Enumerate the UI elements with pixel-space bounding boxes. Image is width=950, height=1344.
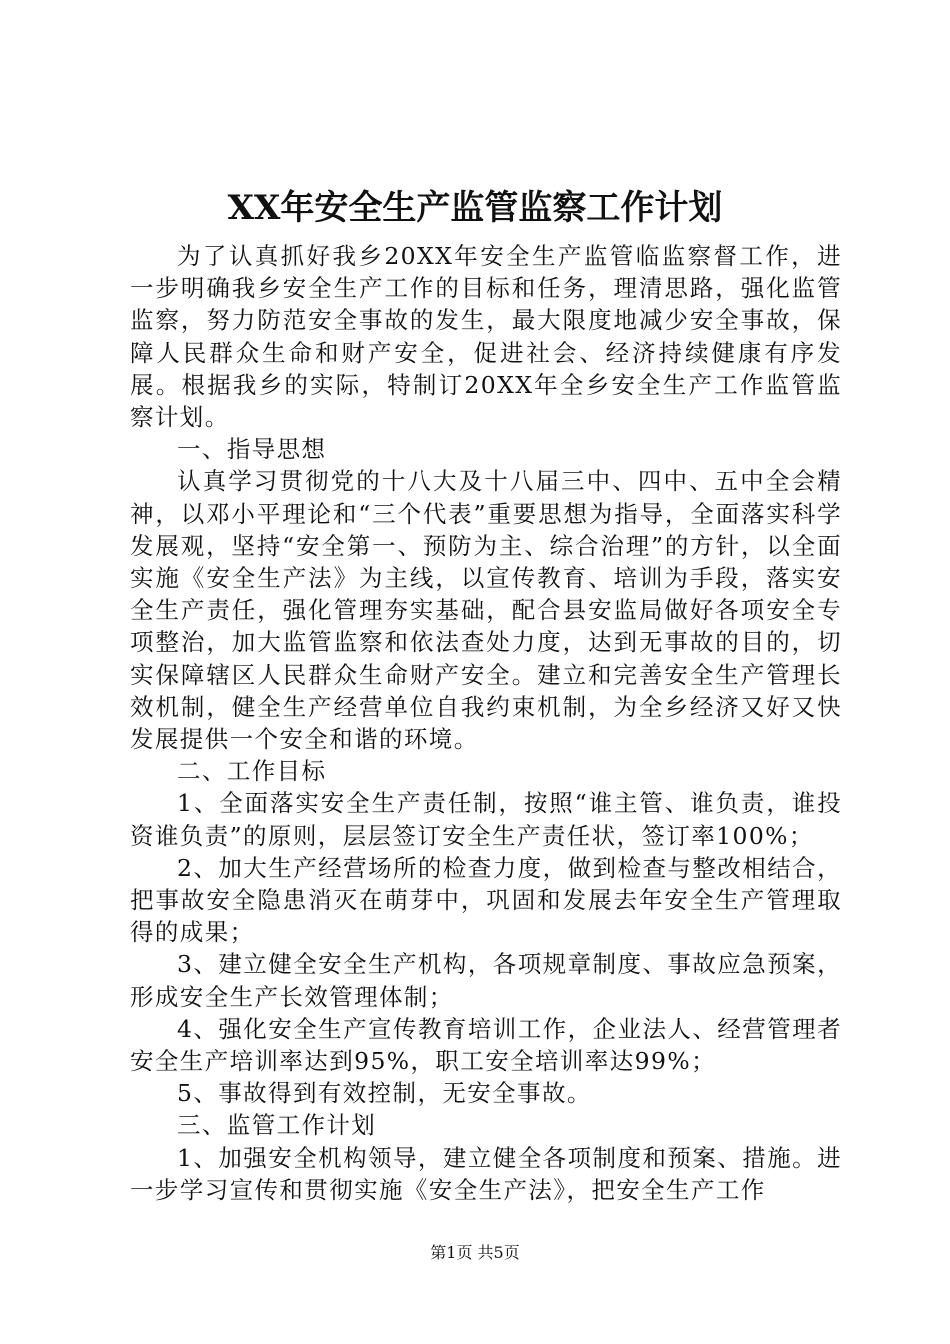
- plan-item-1: 1、加强安全机构领导，建立健全各项制度和预案、措施。进一步学习宣传和贯彻实施《安全生产法》，把安全生产工作: [130, 1143, 842, 1204]
- page-footer: 第1页 共5页: [430, 1243, 520, 1262]
- goal-item-3: 3、建立健全安全生产机构，各项规章制度、事故应急预案，形成安全生产长效管理体制；: [130, 950, 842, 1011]
- document-title: XX年安全生产监管监察工作计划: [227, 188, 723, 228]
- goal-item-2: 2、加大生产经营场所的检查力度，做到检查与整改相结合，把事故安全隐患消灭在萌芽中，巩固和发展去年安全生产管理取得的成果；: [130, 853, 842, 947]
- document-body: [130, 240, 842, 1206]
- section-heading-supervision-plan: 三、监管工作计划: [177, 1111, 377, 1140]
- section-heading-guiding-thought: 一、指导思想: [177, 435, 327, 464]
- guiding-thought-paragraph: 认真学习贯彻党的十八大及十八届三中、四中、五中全会精神，以邓小平理论和“三个代表”重要思想为指导，全面落实科学发展观，坚持“安全第一、预防为主、综合治理”的方针，以全面实施《安全生产法》为主线，以宣传教育、培训为手段，落实安全生产责任，强化管理夯实基础，配合县安监局做好各项安全专项整治，加大监管监察和依法查处力度，达到无事故的目的，切实保障辖区人民群众生命财产安全。建立和完善安全生产管理长效机制，健全生产经营单位自我约束机制，为全乡经济又好又快发展提供一个安全和谐的环境。: [130, 467, 842, 754]
- section-heading-work-goals: 二、工作目标: [177, 757, 327, 786]
- intro-paragraph: 为了认真抓好我乡20XX年安全生产监管临监察督工作，进一步明确我乡安全生产工作的目标和任务，理清思路，强化监管监察，努力防范安全事故的发生，最大限度地减少安全事故，保障人民群众生命和财产安全，促进社会、经济持续健康有序发展。根据我乡的实际，特制订20XX年全乡安全生产工作监管监察计划。: [130, 242, 842, 432]
- goal-item-5: 5、事故得到有效控制，无安全事故。: [177, 1079, 592, 1108]
- goal-item-1: 1、全面落实安全生产责任制，按照“谁主管、谁负责，谁投资谁负责”的原则，层层签订安全生产责任状，签订率100%；: [130, 789, 842, 850]
- goal-item-4: 4、强化安全生产宣传教育培训工作，企业法人、经营管理者安全生产培训率达到95%，职工安全培训率达99%；: [130, 1014, 842, 1076]
